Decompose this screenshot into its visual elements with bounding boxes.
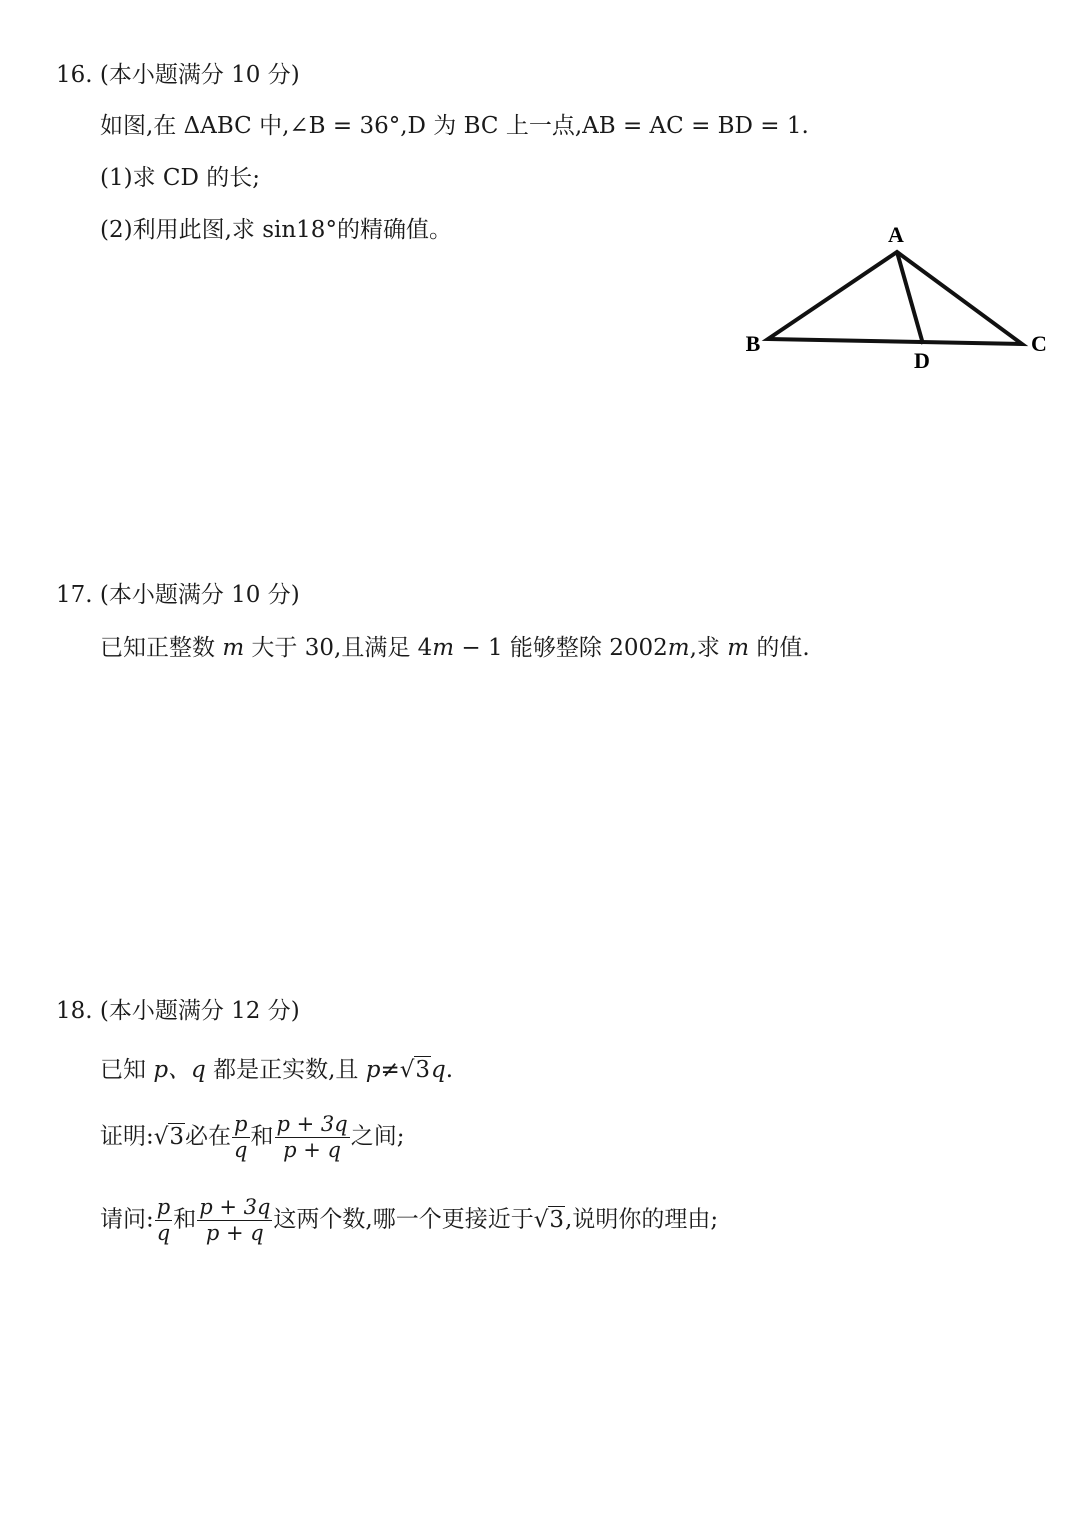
q17-heading: 17. (本小题满分 10 分): [56, 582, 300, 608]
q18-proof: 证明:√3必在 $\frac{p}{q}$ 和 $\frac{p + 3q}{p + q}$ 之间;: [100, 1112, 405, 1162]
triangle-figure: [730, 215, 1070, 380]
label-c: C: [1031, 331, 1047, 356]
q16-prompt: 如图,在 ΔABC 中,∠B = 36°,D 为 BC 上一点,AB = AC = BD = 1.: [100, 113, 809, 139]
q18-heading: 18. (本小题满分 12 分): [56, 998, 300, 1024]
q16-part2: (2)利用此图,求 sin18°的精确值。: [100, 217, 452, 243]
fraction-p3q-over-pq: $\frac{p + 3q}{p + q}$: [199, 1195, 271, 1245]
triangle-abc: [768, 252, 1022, 344]
fraction-p3q-over-pq: $\frac{p + 3q}{p + q}$: [276, 1112, 348, 1162]
sqrt3: √3: [399, 1057, 431, 1083]
q18-given: 已知 p、q 都是正实数,且 p≠√3q.: [100, 1057, 454, 1083]
q16-heading: 16. (本小题满分 10 分): [56, 62, 300, 88]
label-a: A: [888, 222, 904, 247]
fraction-p-over-q: $\frac{p}{q}$: [156, 1195, 171, 1245]
sqrt3: √3: [533, 1206, 565, 1233]
sqrt3: √3: [153, 1123, 185, 1150]
q18-question: 请问: $\frac{p}{q}$ 和 $\frac{p + 3q}{p + q}$ 这两个数,哪一个更接近于√3,说明你的理由;: [100, 1195, 719, 1245]
q16-part1: (1)求 CD 的长;: [100, 165, 260, 191]
fraction-p-over-q: $\frac{p}{q}$: [234, 1112, 248, 1162]
label-b: B: [745, 331, 761, 356]
label-d: D: [914, 348, 930, 373]
q17-statement: 已知正整数 m 大于 30,且满足 4m − 1 能够整除 2002m,求 m 的值.: [100, 635, 810, 661]
